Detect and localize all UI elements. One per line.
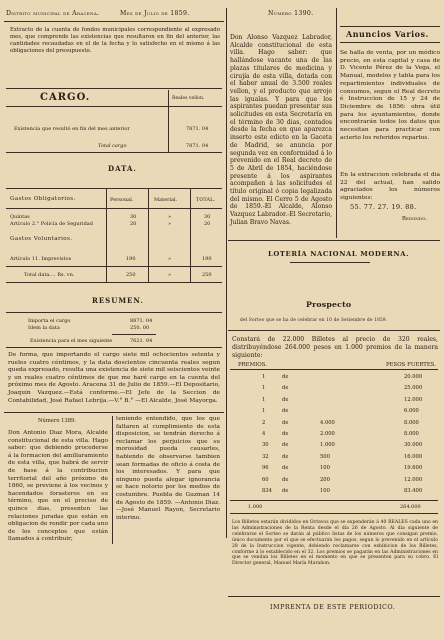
prize-de: de (282, 385, 289, 392)
imprenta-line: IMPRENTA DE ESTE PERIODICO. (270, 603, 396, 611)
cargo-col-rule (168, 90, 169, 152)
data-col-rule-1 (106, 188, 107, 282)
header-rule (4, 21, 224, 22)
resumen-title: RESUMEN. (92, 296, 144, 305)
data-vrow-total: 190 (202, 256, 212, 262)
column-divider-right (336, 8, 337, 238)
resumen-data-value: 250. 00 (130, 325, 150, 331)
prize-amount: 83.400 (404, 488, 423, 494)
prize-amount: 12.000 (404, 396, 423, 403)
data-row-personal: 20 (130, 221, 137, 227)
data-row-material: » (168, 221, 172, 227)
prize-amount: 12.000 (404, 476, 423, 483)
resumen-exist-label: Existencia para el mes siguiente (30, 338, 113, 344)
data-total-personal: 250 (126, 272, 136, 278)
premios-total-rule (230, 500, 438, 501)
prize-count: 32 (262, 453, 269, 460)
forma-paragraph: De forma, que importando el cargo siete mil ochocientos setenta y rueles cuatro céntimos, y la data doscientos cincuenta reales segun queda expresado, resulta una existencia de siete mil seiscientos veinte y un reales cuatro céntimos de que me haré cargo en la cuenta del próximo mes de Agosto. Aracena 31 de Julio de 1859.—El Depositario, Joaquin Vazquez.—Está conforme.—El Jefe de la Seccion de Contabilidad, José Rafael Lebrija.—V.° B.° —El Alcalde, José Mayorga. (8, 352, 220, 404)
cargo-line1: Existencia que resultó en fin del mes anterior (14, 126, 130, 132)
prize-count: 1 (262, 385, 266, 392)
pesos-header: PESOS FUERTES. (386, 362, 437, 368)
premios-header: PREMIOS. (238, 362, 267, 368)
resumen-cargo-value: 8871. 04 (130, 318, 153, 324)
cargo-rule-bottom (6, 152, 222, 153)
prize-de: de (282, 408, 289, 415)
prize-count: 96 (262, 465, 269, 472)
imprenta-rule (228, 596, 440, 597)
prize-de: de (282, 465, 289, 472)
loteria-title-rule (290, 262, 370, 263)
sorteo-numbers: 55. 77. 27. 19. 88. (350, 203, 417, 211)
prize-de: de (282, 453, 289, 460)
prize-amount: 16.000 (404, 453, 423, 460)
data-row-personal: 30 (130, 214, 137, 220)
prize-amount: 8.000 (404, 431, 419, 437)
notice-divider (112, 416, 113, 544)
prize-count: 60 (262, 476, 269, 483)
loteria-subtitle: Prospecto (306, 300, 352, 309)
notice-1389-title: Número 1389. (38, 418, 76, 424)
resumen-exist-value: 7621. 04 (130, 338, 153, 344)
cargo-column-head: Reales vellon. (172, 96, 205, 101)
prize-amount: 20.000 (404, 374, 423, 380)
data-title: DATA. (108, 164, 137, 173)
data-total-total: 250 (202, 272, 212, 278)
loteria-intro: Constará de 22.000 Billetes al precio de 320 reales, distribuyéndose 264.000 pesos en 1.000 premios de la manera siguiente: (232, 336, 438, 359)
notice-rule (4, 412, 224, 413)
cargo-total-value: 7871. 04 (186, 143, 209, 149)
prize-unit: 100 (320, 488, 330, 494)
prize-count: 2 (262, 419, 266, 426)
data-head-voluntarios: Gastos Voluntarios. (10, 236, 73, 242)
prize-de: de (282, 476, 289, 483)
resumen-data-label: Idem la data (28, 325, 60, 331)
cargo-value1: 7871. 04 (186, 126, 209, 132)
prize-unit: 2.000 (320, 431, 335, 437)
data-rule-total (6, 266, 222, 267)
data-col-rule-3 (190, 188, 191, 282)
notice-1390-body: Don Alonso Vazquez Labrador, Alcalde constitucional de esta villa. Hago saber: que hallándose vacante una de las plazas titulares de medicina y cirujía de esta villa, dotada con el haber anual de 3.500 reales vellon, y el producto que arroje las igualas. Y para que los aspirantes puedan presentar sus solicitudes en esta Secretaría en el término de 30 dias, contados desde la fecha en que aparezca inserto este edicto en la Gaceta de Madrid, se anuncia por segunda vez en conformidad á lo prevenido en el Real decreto de 5 de Abril de 1854, haciéndose presente á los aspirantes acompañen á las solicitudes el título original ó copia legalizada del mismo. El Cerro 5 de Agosto de 1859.-El Alcalde, Alonso Vazquez Labrador.-El Secretario, Julian Bravo Navas. (230, 34, 332, 226)
cargo-rule-mid (6, 106, 222, 107)
anuncios-body: Se halla de venta, por un módico precio, en esta capital y casa de D. Vicente Pérez de la Vega, el Manual, modelos y tabla para los repartimientos individuales de consumos, segun el Real decreto é Instruccion de 15 y 24 de Diciembre de 1856: obra útil para los ayuntamientos, donde encontrarán todos los datos que necesitan para practicar con acierto los referidos repartos. (340, 50, 440, 141)
sorteo-text: En la extraccion celebrada el dia 22 del actual, han salido agraciados los números siguientes: (340, 172, 440, 202)
prize-count: 1 (262, 374, 266, 380)
data-vrow-personal: 190 (126, 256, 136, 262)
prize-de: de (282, 374, 289, 380)
anuncios-rule-top (340, 26, 440, 27)
notice-1389-body: Don Antonio Diaz Mora, Alcalde constitucional de esta villa. Hago saber: que debiendo procederse á la formacion del amillaramiento de esta villa, que habrá de servir de base á la contribucion territorial del año próximo de 1860, se previene á los vecinos y hacendados forasteros en su término, que en el preciso de quince dias, presenten las relaciones juradas que están en obligacion de rendir por cada uno de los conceptos que están llamados á contribuir; (8, 430, 108, 543)
data-row-material: » (168, 214, 172, 220)
anuncios-title: Anuncios Varios. (346, 29, 429, 39)
cargo-title: CARGO. (40, 92, 91, 103)
prize-de: de (282, 431, 289, 437)
premios-rule (230, 369, 438, 370)
header-district: Distrito municipal de Aracena. (6, 10, 100, 17)
prize-de: de (282, 488, 289, 494)
prize-amount: 19.600 (404, 465, 423, 472)
premios-total-pesos: 264.000 (400, 504, 421, 510)
prize-count: 30 (262, 442, 269, 449)
prize-unit: 4.000 (320, 419, 335, 426)
data-vrow-material: » (168, 256, 172, 262)
data-col-rule-2 (148, 188, 149, 282)
data-row-total: 30 (204, 214, 211, 220)
prize-count: 4 (262, 431, 266, 437)
resumen-rule-top (6, 312, 222, 313)
data-head-material: Material. (154, 197, 178, 203)
prize-unit: 200 (320, 476, 330, 483)
prize-de: de (282, 442, 289, 449)
column-divider (226, 8, 227, 538)
header-number: Número 1390. (268, 10, 314, 17)
premios-total-count: 1.000 (248, 504, 263, 510)
prize-unit: 1.000 (320, 442, 335, 449)
data-rule-bottom (6, 282, 222, 283)
data-row-label: Artículo 2.° Policía de Seguridad (10, 221, 93, 227)
resumen-sum-rule (112, 334, 156, 335)
loteria-date-line: del Sorteo que se ha de celebrar en 10 de Setiembre de 1859. (240, 318, 388, 323)
data-total-material: » (168, 272, 172, 278)
extract-intro: Extracto de la cuenta de fondos municipales correspondiente al expresado mes, que comprende las existencias que resultaron en fin del anterior, las cantidades recaudadas en el de la fecha y lo satisfecho en el mismo á las obligaciones del presupuesto. (10, 27, 220, 55)
prize-amount: 30.000 (404, 442, 423, 449)
header-month: Mes de Julio de 1859. (120, 10, 190, 17)
prize-de: de (282, 396, 289, 403)
prize-count: 834 (262, 488, 272, 494)
loteria-rule-top (228, 240, 440, 241)
loteria-title: LOTERÍA NACIONAL MODERNA. (268, 250, 410, 258)
prize-amount: 8.000 (404, 419, 419, 426)
notice-1389-continued: teniendo entendido, que los que faltaren al cumplimiento de esta disposicion, se tendrán derecho á reclamar los perjuicios que su morosidad pueda causarles, habiendo de observarse tambien sean formadas de oficio á costa de los interesados. Y para que ninguno pueda alegar ignorancia se hace notorio por los medios de costumbre. Puebla de Guzman 14 de Agosto de 1859. —Antonio Diaz.—José Manuel Rayon, Secretario interino. (116, 416, 220, 521)
data-total-label: Total data.... Rs. vn. (24, 272, 75, 278)
prize-unit: 100 (320, 465, 330, 472)
data-head-total: TOTAL. (196, 197, 216, 203)
prize-count: 1 (262, 396, 266, 403)
cargo-total-label: Total cargo (98, 143, 127, 149)
prize-count: 1 (262, 408, 266, 415)
data-row-total: 20 (204, 221, 211, 227)
prize-amount: 6.000 (404, 408, 419, 415)
premios-bottom-rule (230, 513, 438, 514)
resumen-cargo-label: Importa el cargo (28, 318, 71, 324)
loteria-note: Los Billetes estarán divididos en Octavos que se expenderán á 40 REALES cada uno en las Administraciones de la Renta desde el dia 26 de Agosto. Al dia siguiente de celebrarse el Sorteo se darán al público listas de los números que consigan premio, único documento por el que se efectuarán los pagos, segun lo prevenido en el artículo 28 de la Instruccion vigente, debiendo reclamarse con exhibicion de los Billetes, conforme á lo establecido en el 32. Los premios se pagarán en las Administraciones en que se vendan los Billetes en el momento en que se presenten para su cobro. El Director general, Manuel María Marañon. (232, 520, 438, 567)
loteria-rule-mid (228, 330, 440, 331)
prize-unit: 500 (320, 453, 330, 460)
resumen-rule-bottom (6, 347, 222, 348)
data-row-label: Quintas (10, 214, 30, 220)
cargo-rule-top (6, 88, 222, 89)
data-head-personal: Personal. (110, 197, 134, 203)
anuncios-rule-bottom (340, 42, 440, 43)
data-vrow-label: Artículo 11. Imprevistos (10, 256, 72, 262)
prize-de: de (282, 419, 289, 426)
sorteo-signature: Redondo. (402, 216, 427, 222)
data-head-obligatorios: Gastos Obligatorios. (10, 196, 76, 202)
prize-amount: 25.000 (404, 385, 423, 392)
